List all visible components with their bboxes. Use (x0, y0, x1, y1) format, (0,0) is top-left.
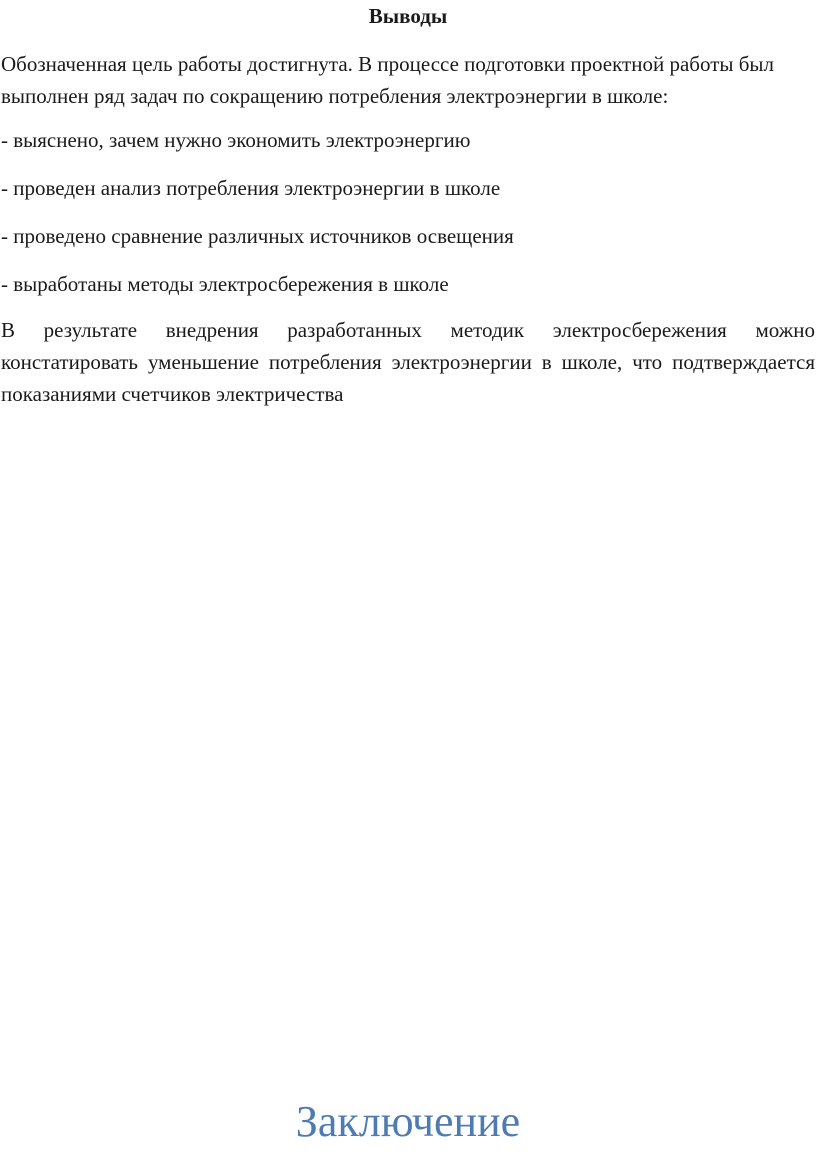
list-item: - проведено сравнение различных источников освещения (1, 224, 514, 248)
section-heading: Выводы (368, 4, 448, 28)
list-item: - выяснено, зачем нужно экономить электроэнергию (1, 128, 471, 152)
list-item: - выработаны методы электросбережения в школе (1, 272, 449, 296)
intro-paragraph: Обозначенная цель работы достигнута. В процессе подготовки проектной работы был выполнен ряд задач по сокращению потребления электроэнергии в школе: (1, 52, 775, 108)
footer-title: Заключение (295, 1097, 521, 1146)
list-item: - проведен анализ потребления электроэнергии в школе (1, 176, 501, 200)
result-paragraph: В результате внедрения разработанных методик электросбережения можно констатировать уменьшение потребления электроэнергии в школе, что подтверждается показаниями счетчиков электричества (1, 318, 815, 406)
